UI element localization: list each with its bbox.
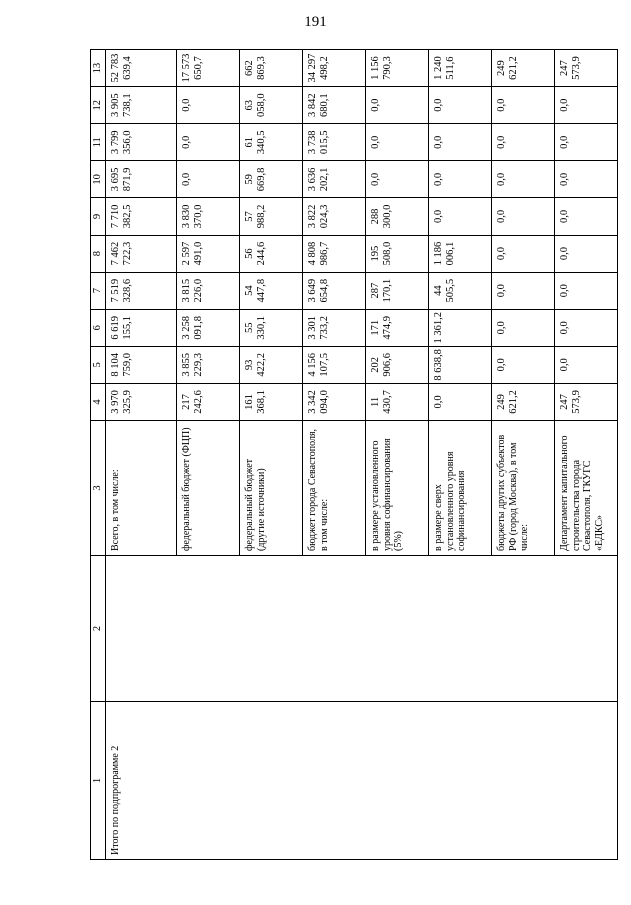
value-cell: 0,0 [177,124,240,161]
value-cell: 0,0 [366,124,429,161]
value-cell: 4 808 986,7 [303,235,366,272]
value-cell: 288 300,0 [366,198,429,235]
column-number-8: 8 [91,235,106,272]
value-cell: 3 855 229,3 [177,346,240,383]
value-cell: 55 330,1 [240,309,303,346]
value-cell: 61 340,5 [240,124,303,161]
value-cell: 171 474,9 [366,309,429,346]
value-cell: 0,0 [555,124,618,161]
value-cell: 34 297 498,2 [303,50,366,87]
value-cell: 1 156 790,3 [366,50,429,87]
value-cell: 3 649 654,8 [303,272,366,309]
value-cell: 7 519 328,6 [106,272,177,309]
value-cell: 3 301 733,2 [303,309,366,346]
column-number-9: 9 [91,198,106,235]
value-cell: 4 156 107,5 [303,346,366,383]
funding-source-label: федеральный бюджет (ФЦП) [177,421,240,556]
rotated-table-container [90,50,605,860]
value-cell: 1 240 511,6 [429,50,492,87]
column-number-2: 2 [91,556,106,702]
value-cell: 63 058,0 [240,87,303,124]
value-cell: 0,0 [555,235,618,272]
value-cell: 0,0 [555,346,618,383]
column-number-5: 5 [91,346,106,383]
funding-source-label: бюджет города Севастополя, в том числе: [303,421,366,556]
value-cell: 287 170,1 [366,272,429,309]
funding-source-label: Департамент капитального строительства города Севастополя, ГКУГС «ЕДКС» [555,421,618,556]
value-cell: 662 869,3 [240,50,303,87]
value-cell: 3 815 226,0 [177,272,240,309]
value-cell: 7 710 382,5 [106,198,177,235]
value-cell: 0,0 [429,124,492,161]
value-cell: 0,0 [555,272,618,309]
value-cell: 59 669,8 [240,161,303,198]
value-cell: 7 462 722,3 [106,235,177,272]
value-cell: 52 783 639,4 [106,50,177,87]
page-number: 191 [304,14,327,30]
table-row [106,50,177,860]
value-cell: 0,0 [366,161,429,198]
value-cell: 0,0 [492,124,555,161]
column-number-1: 1 [91,702,106,860]
value-cell: 0,0 [555,87,618,124]
value-cell: 3 342 094,0 [303,383,366,420]
funding-source-label: Всего, в том числе: [106,421,177,556]
value-cell: 0,0 [555,161,618,198]
table-body [91,50,618,860]
value-cell: 247 573,9 [555,50,618,87]
funding-source-label: в размере сверх установленного уровня софинансирования [429,421,492,556]
value-cell: 0,0 [555,198,618,235]
value-cell: 8 104 759,0 [106,346,177,383]
column-number-3: 3 [91,421,106,556]
value-cell: 247 573,9 [555,383,618,420]
value-cell: 202 906,6 [366,346,429,383]
program-label-cell: Итого по подпрограмме 2 [106,702,618,860]
financing-table [90,49,618,860]
value-cell: 0,0 [492,87,555,124]
value-cell: 0,0 [492,346,555,383]
value-cell: 0,0 [429,161,492,198]
value-cell: 3 799 356,0 [106,124,177,161]
column-number-4: 4 [91,383,106,420]
value-cell: 6 619 155,1 [106,309,177,346]
value-cell: 1 361,2 [429,309,492,346]
value-cell: 0,0 [492,272,555,309]
value-cell: 57 988,2 [240,198,303,235]
value-cell: 0,0 [429,87,492,124]
value-cell: 0,0 [177,87,240,124]
column-numbers-row [91,50,106,860]
value-cell: 3 830 370,0 [177,198,240,235]
column-number-13: 13 [91,50,106,87]
value-cell: 17 573 650,7 [177,50,240,87]
funding-source-label: федеральный бюджет (другие источники) [240,421,303,556]
funding-source-label: бюджеты других субъектов РФ (город Москва), в том числе: [492,421,555,556]
column-number-12: 12 [91,87,106,124]
value-cell: 217 242,6 [177,383,240,420]
value-cell: 3 822 024,3 [303,198,366,235]
value-cell: 0,0 [429,383,492,420]
value-cell: 0,0 [555,309,618,346]
value-cell: 56 244,6 [240,235,303,272]
value-cell: 3 842 680,1 [303,87,366,124]
value-cell: 93 422,2 [240,346,303,383]
value-cell: 0,0 [492,309,555,346]
value-cell: 0,0 [492,198,555,235]
value-cell: 0,0 [366,87,429,124]
value-cell: 195 508,0 [366,235,429,272]
value-cell: 3 970 325,9 [106,383,177,420]
column-number-6: 6 [91,309,106,346]
value-cell: 54 447,8 [240,272,303,309]
value-cell: 249 621,2 [492,50,555,87]
value-cell: 0,0 [492,161,555,198]
value-cell: 3 636 202,1 [303,161,366,198]
value-cell: 3 905 738,1 [106,87,177,124]
value-cell: 0,0 [492,235,555,272]
value-cell: 2 597 491,0 [177,235,240,272]
value-cell: 161 368,1 [240,383,303,420]
value-cell: 3 258 091,8 [177,309,240,346]
value-cell: 3 695 871,9 [106,161,177,198]
value-cell: 0,0 [177,161,240,198]
value-cell: 0,0 [429,198,492,235]
column-number-11: 11 [91,124,106,161]
value-cell: 1 186 006,1 [429,235,492,272]
value-cell: 44 505,5 [429,272,492,309]
value-cell: 3 738 015,5 [303,124,366,161]
funding-source-label: в размере установленного уровня софинансирования (5%) [366,421,429,556]
responsible-cell [106,556,618,702]
column-number-7: 7 [91,272,106,309]
value-cell: 11 430,7 [366,383,429,420]
column-number-10: 10 [91,161,106,198]
value-cell: 8 638,8 [429,346,492,383]
value-cell: 249 621,2 [492,383,555,420]
